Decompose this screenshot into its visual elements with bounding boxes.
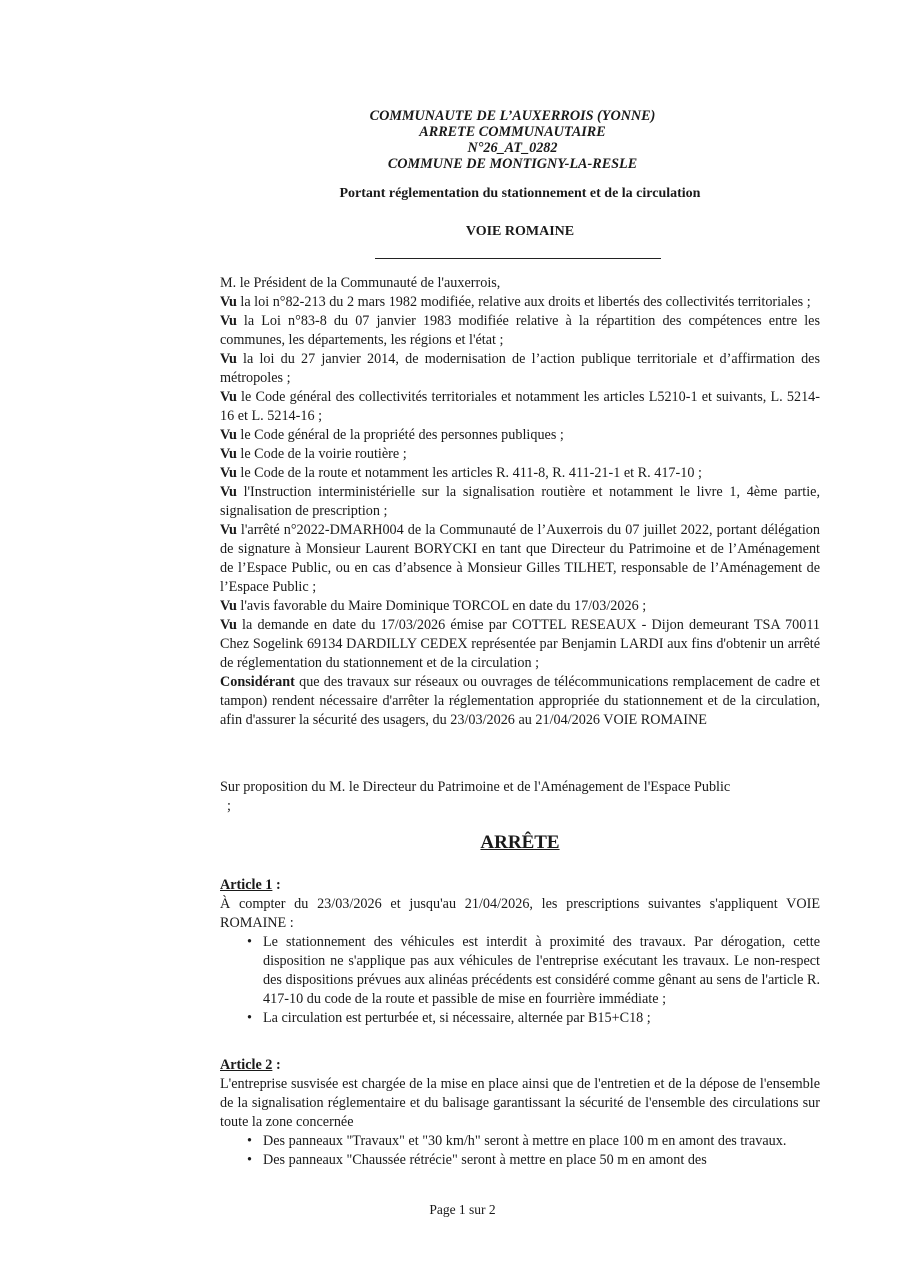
article-2-list xyxy=(220,1132,820,1170)
header-line-commune: COMMUNE DE MONTIGNY-LA-RESLE xyxy=(387,156,638,172)
considerant-item: Vu l'avis favorable du Maire Dominique TORCOL en date du 17/03/2026 ; xyxy=(220,598,647,614)
proposition-text: Sur proposition du M. le Directeur du Patrimoine et de l'Aménagement de l'Espace Public xyxy=(220,779,731,795)
considerant-item: Vu le Code général des collectivités territoriales et notamment les articles L5210-1 et suivants, L. 5214-16 et L. 5214-16 ; xyxy=(220,389,820,424)
considerant-item: Vu l'Instruction interministérielle sur la signalisation routière et notamment le livre 1, 4ème partie, signalisation de prescription ; xyxy=(220,484,820,519)
arrete-heading: ARRÊTE xyxy=(480,832,560,853)
considerant-item: Vu le Code de la voirie routière ; xyxy=(220,446,407,462)
proposition-block xyxy=(220,778,820,816)
list-item: • Des panneaux "Chaussée rétrécie" seront à mettre en place 50 m en amont des xyxy=(263,1151,820,1170)
considerant-item: Considérant que des travaux sur réseaux ou ouvrages de télécommunications remplacement de cadre et tampon) rendent nécessaire d'arrêter la réglementation appropriée du stationnement et de la circulation, afin d'assurer la sécurité des usagers, du 23/03/2026 au 21/04/2026 VOIE ROMAINE xyxy=(220,674,820,728)
article-2 xyxy=(220,1056,820,1170)
title-divider xyxy=(375,258,661,259)
article-1-list xyxy=(220,933,820,1028)
considerant-item: Vu la loi du 27 janvier 2014, de modernisation de l’action publique territoriale et d’affirmation des métropoles ; xyxy=(220,351,820,386)
proposition-end: ; xyxy=(227,798,231,814)
header-line-communaute: COMMUNAUTE DE L’AUXERROIS (YONNE) xyxy=(369,108,656,124)
list-item: • Des panneaux "Travaux" et "30 km/h" seront à mettre en place 100 m en amont des travaux. xyxy=(263,1132,820,1151)
considerant-item: Vu le Code de la route et notamment les articles R. 411-8, R. 411-21-1 et R. 417-10 ; xyxy=(220,465,702,481)
considerant-item: Vu le Code général de la propriété des personnes publiques ; xyxy=(220,427,564,443)
considerant-item: Vu la demande en date du 17/03/2026 émise par COTTEL RESEAUX - Dijon demeurant TSA 70011 Chez Sogelink 69134 DARDILLY CEDEX représentée par Benjamin LARDI aux fins d'obtenir un arrêté de réglementation du stationnement et de la circulation ; xyxy=(220,617,820,671)
list-item: • Le stationnement des véhicules est interdit à proximité des travaux. Par dérogation, cette disposition ne s'applique pas aux véhicules de l'entreprise exécutant les travaux. Le non-respect des dispositions prévues aux alinéas précédents est considéré comme gênant au sens de l'article R. 417-10 du code de la route et passible de mise en fourrière immédiate ; xyxy=(263,933,820,1009)
considerants-block xyxy=(220,274,820,730)
considerant-item: Vu la Loi n°83-8 du 07 janvier 1983 modifiée relative à la répartition des compétences entre les communes, les départements, les régions et l'état ; xyxy=(220,313,820,348)
intro-line: M. le Président de la Communauté de l'auxerrois, xyxy=(220,275,501,291)
list-item: • La circulation est perturbée et, si nécessaire, alternée par B15+C18 ; xyxy=(263,1009,820,1028)
document-subtitle: Portant réglementation du stationnement et de la circulation xyxy=(339,186,701,201)
article-2-title: Article 2 : xyxy=(220,1057,281,1073)
article-1-intro: À compter du 23/03/2026 et jusqu'au 21/04/2026, les prescriptions suivantes s'appliquent VOIE ROMAINE : xyxy=(220,896,820,931)
header-line-arrete: ARRETE COMMUNAUTAIRE xyxy=(419,124,606,140)
header-line-numero: N°26_AT_0282 xyxy=(467,140,558,156)
considerant-item: Vu l'arrêté n°2022-DMARH004 de la Communauté de l’Auxerrois du 07 juillet 2022, portant délégation de signature à Monsieur Laurent BORYCKI en tant que Directeur du Patrimoine et de l’Aménagement de l’Espace Public, ou en cas d’absence à Monsieur Gilles TILHET, responsable de l’Aménagement de l’Espace Public ; xyxy=(220,522,820,595)
article-2-intro: L'entreprise susvisée est chargée de la mise en place ainsi que de l'entretien et de la dépose de l'ensemble de la signalisation réglementaire et du balisage garantissant la sécurité de l'ensemble des circulations sur toute la zone concernée xyxy=(220,1076,820,1130)
considerant-item: Vu la loi n°82-213 du 2 mars 1982 modifiée, relative aux droits et libertés des collectivités territoriales ; xyxy=(220,294,811,310)
voie-title: VOIE ROMAINE xyxy=(465,224,575,239)
article-1-title: Article 1 : xyxy=(220,877,281,893)
document-header xyxy=(0,108,900,172)
article-1 xyxy=(220,876,820,1028)
page-number: Page 1 sur 2 xyxy=(429,1202,496,1217)
